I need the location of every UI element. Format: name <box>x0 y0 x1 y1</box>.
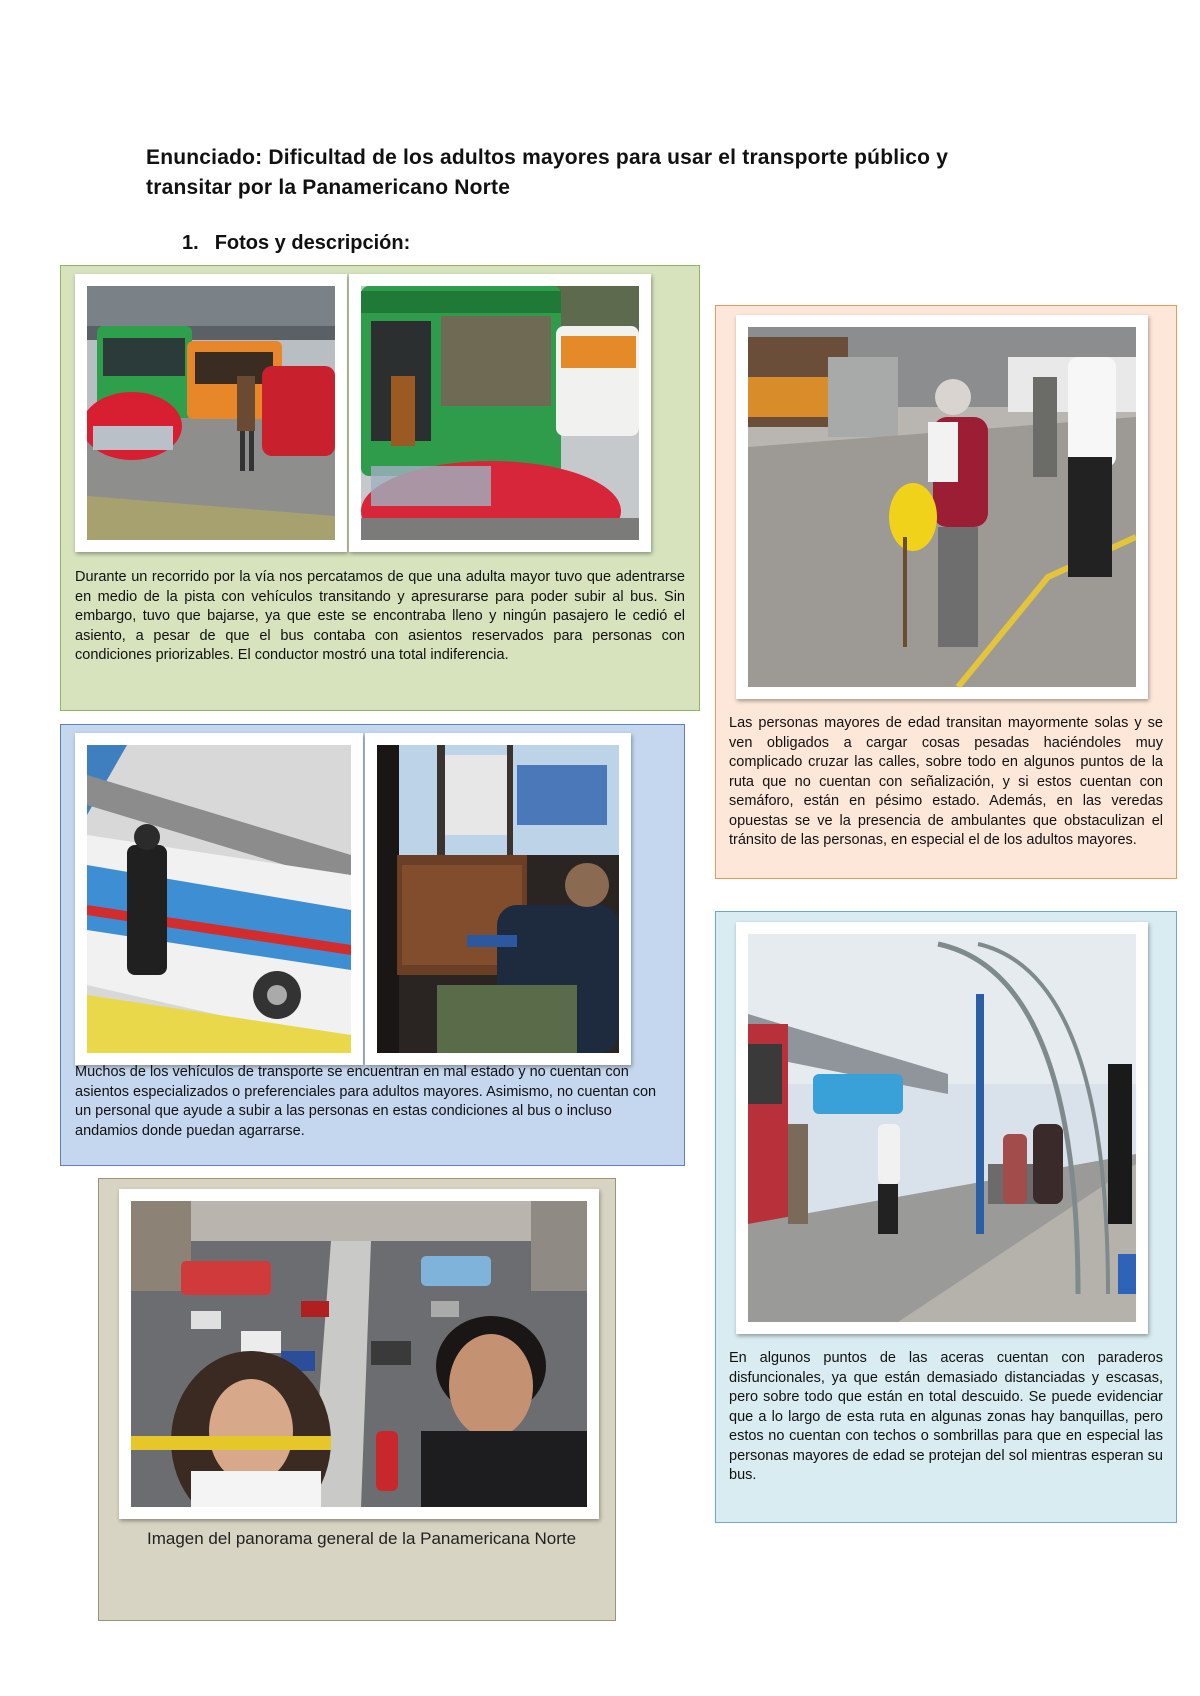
photo-bus-side <box>75 733 363 1065</box>
panel-blue-description: Muchos de los vehículos de transporte se encuentran en mal estado y no cuentan con asientos especializados o preferenciales para adultos mayores. Asimismo, no cuentan con un personal que ayude a subir a las personas en estas condiciones al bus o incluso andamios donde puedan agarrarse. <box>75 1064 657 1139</box>
document-heading: Enunciado: Dificultad de los adultos mayores para usar el transporte público y transitar por la Panamericano Norte <box>146 146 949 199</box>
panel-tan-panorama <box>98 1178 616 1621</box>
photo-bus-street-2 <box>349 274 651 552</box>
photo-bus-interior <box>365 733 631 1065</box>
panel-green-bus-boarding <box>60 265 700 711</box>
photo-bus-street-1 <box>75 274 347 552</box>
photo-panamericana-panorama <box>119 1189 599 1519</box>
panel-tan-caption: Imagen del panorama general de la Panamericana Norte <box>147 1529 577 1548</box>
panel-orange-description: Las personas mayores de edad transitan mayormente solas y se ven obligados a cargar cosas pesadas haciéndoles muy complicado cruzar las calles, sobre todo en algunos puntos de la ruta que no cuentan con señalización, y si estos cuentan con semáforo, están en pésimo estado. Además, en las veredas opuestas se ve la presencia de ambulantes que obstaculizan el tránsito de las personas, en especial el de los adultos mayores. <box>729 715 1163 848</box>
panel-blue-bus-condition <box>60 724 685 1166</box>
panel-cyan-bus-stops <box>715 911 1177 1523</box>
photo-bus-stop-shelter <box>736 922 1148 1334</box>
panel-orange-elderly-walking <box>715 305 1177 879</box>
section-number: 1. <box>182 232 199 254</box>
photo-elderly-woman-street <box>736 315 1148 699</box>
section-title-text: Fotos y descripción: <box>214 232 411 254</box>
panel-green-description: Durante un recorrido por la vía nos percatamos de que una adulta mayor tuvo que adentrarse en medio de la pista con vehículos transitando y apresurarse para poder subir al bus. Sin embargo, tuvo que bajarse, ya que este se encontraba lleno y ningún pasajero le cedió el asiento, a pesar de que el bus contaba con asientos reservados para personas con condiciones priorizables. El conductor mostró una total indiferencia. <box>75 569 685 663</box>
panel-cyan-description: En algunos puntos de las aceras cuentan con paraderos disfuncionales, ya que están demasiado distanciadas y escasas, pero sobre todo que están en total descuido. Se puede evidenciar que a lo largo de esta ruta en algunas zonas hay banquillas, pero estos no cuentan con techos o sombrillas para que en especial las personas mayores de edad se protejan del sol mientras esperan su bus. <box>729 1350 1163 1483</box>
section-title <box>182 232 410 255</box>
